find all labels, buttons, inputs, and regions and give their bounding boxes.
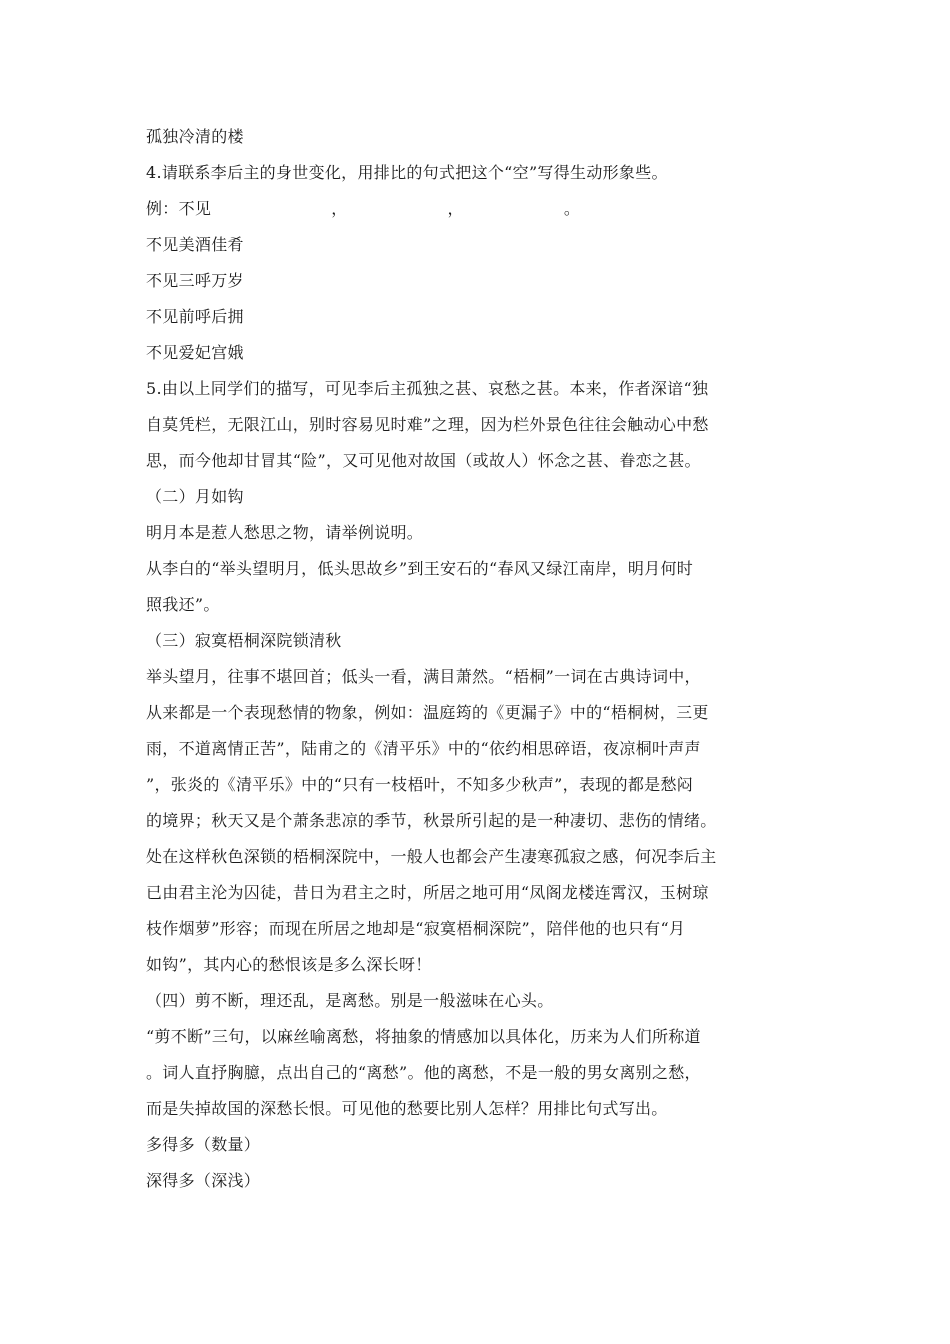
text-line: 处在这样秋色深锁的梧桐深院中，一般人也都会产生凄寒孤寂之感，何况李后主 xyxy=(146,847,717,866)
text-line: 。词人直抒胸臆，点出自己的“离愁”。他的离愁，不是一般的男女离别之愁， xyxy=(146,1063,701,1082)
text-line: 不见美酒佳肴 xyxy=(146,235,244,254)
text-line: 枝作烟萝”形容；而现在所居之地却是“寂寞梧桐深院”，陪伴他的也只有“月 xyxy=(146,919,686,938)
text-line: 不见爱妃宫娥 xyxy=(146,343,244,362)
text-line: 从来都是一个表现愁情的物象，例如：温庭筠的《更漏子》中的“梧桐树，三更 xyxy=(146,703,709,722)
example-comma-2: ， xyxy=(447,199,464,218)
question-5: 5.由以上同学们的描写，可见李后主孤独之甚、哀愁之甚。本来，作者深谙“独 xyxy=(146,379,709,398)
text-line: 雨，不道离情正苦”，陆甫之的《清平乐》中的“依约相思碎语，夜凉桐叶声声 xyxy=(146,739,701,758)
text-line: “剪不断”三句，以麻丝喻离愁，将抽象的情感加以具体化，历来为人们所称道 xyxy=(146,1027,701,1046)
section-heading-3: （三）寂寞梧桐深院锁清秋 xyxy=(146,631,342,650)
example-comma-1: ， xyxy=(331,199,348,218)
text-line: 如钩”，其内心的愁恨该是多么深长呀！ xyxy=(146,955,432,974)
text-line: 深得多（深浅） xyxy=(146,1171,261,1190)
text-line: 从李白的“举头望明月，低头思故乡”到王安石的“春风又绿江南岸，明月何时 xyxy=(146,559,694,578)
section-heading-4: （四）剪不断，理还乱，是离愁。别是一般滋味在心头。 xyxy=(146,991,554,1010)
text-line: 而是失掉故国的深愁长恨。可见他的愁要比别人怎样？用排比句式写出。 xyxy=(146,1099,668,1118)
text-line: 自莫凭栏，无限江山，别时容易见时难”之理，因为栏外景色往往会触动心中愁 xyxy=(146,415,709,434)
text-line: ”，张炎的《清平乐》中的“只有一枝梧叶，不知多少秋声”，表现的都是愁闷 xyxy=(146,775,694,794)
example-period: 。 xyxy=(563,199,581,218)
section-heading-2: （二）月如钩 xyxy=(146,487,244,506)
text-line: 明月本是惹人愁思之物，请举例说明。 xyxy=(146,523,424,542)
question-4: 4.请联系李后主的身世变化，用排比的句式把这个“空”写得生动形象些。 xyxy=(146,163,668,182)
text-line: 不见三呼万岁 xyxy=(146,271,244,290)
text-line: 孤独冷清的楼 xyxy=(146,127,244,146)
text-line: 思，而今他却甘冒其“险”，又可见他对故国（或故人）怀念之甚、眷恋之甚。 xyxy=(146,451,701,470)
text-line: 多得多（数量） xyxy=(146,1135,261,1154)
text-line: 照我还”。 xyxy=(146,595,220,614)
example-fill-in-row xyxy=(146,196,746,232)
document-body xyxy=(146,124,746,1204)
example-prefix: 例：不见 xyxy=(146,199,212,218)
text-line: 已由君主沦为囚徒，昔日为君主之时，所居之地可用“凤阁龙楼连霄汉，玉树琼 xyxy=(146,883,709,902)
text-line: 的境界；秋天又是个萧条悲凉的季节，秋景所引起的是一种凄切、悲伤的情绪。 xyxy=(146,811,717,830)
text-line: 不见前呼后拥 xyxy=(146,307,244,326)
text-line: 举头望月，往事不堪回首；低头一看，满目萧然。“梧桐”一词在古典诗词中， xyxy=(146,667,701,686)
